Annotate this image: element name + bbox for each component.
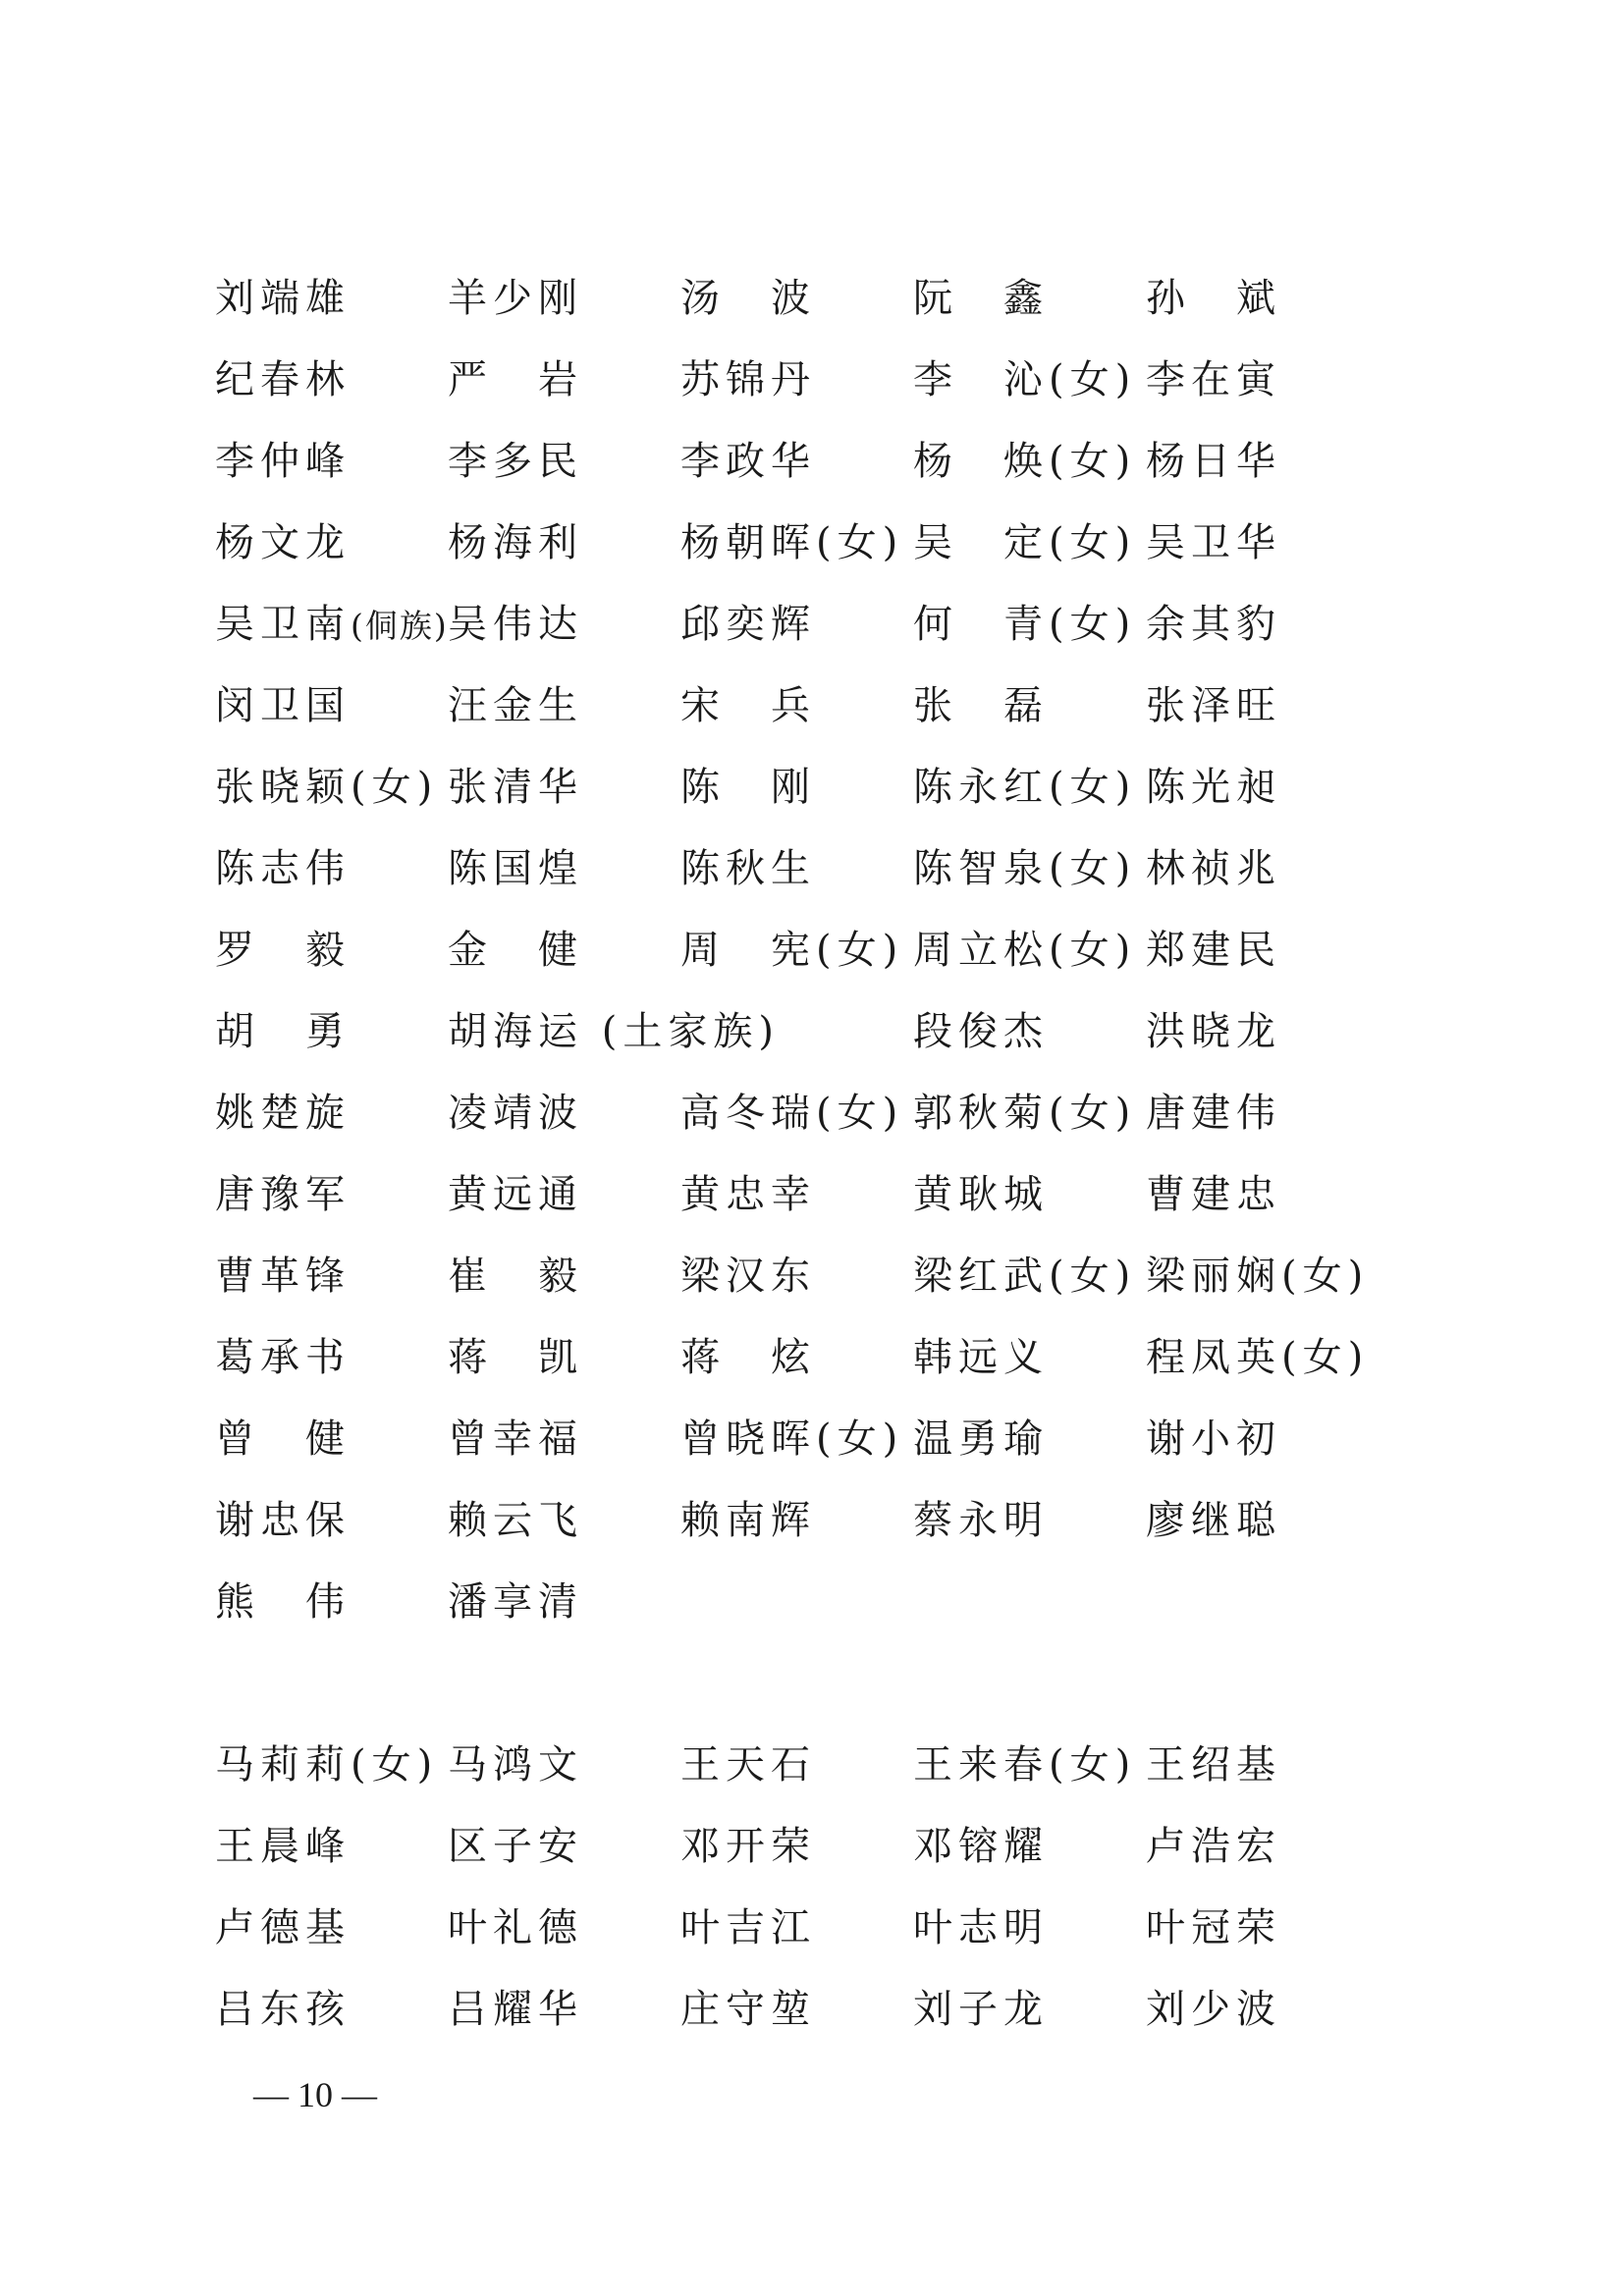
name-entry: 曾晓晖(女) (680, 1416, 904, 1462)
name-entry: 蒋 凯 (448, 1335, 583, 1380)
name-row (215, 350, 1433, 409)
name-entry: 余其豹 (1146, 602, 1281, 647)
name-entry: 黄远通 (448, 1172, 583, 1217)
name-entry: 闵卫国 (215, 683, 351, 728)
name-entry: 张泽旺 (1146, 683, 1281, 728)
name-entry: 汪金生 (448, 683, 583, 728)
name-entry: 吕耀华 (448, 1987, 583, 2032)
name-entry: 黄耿城 (913, 1172, 1049, 1217)
name-entry: 李在寅 (1146, 357, 1281, 402)
name-entry: 杨文龙 (215, 520, 351, 565)
name-entry: 杨朝晖(女) (680, 520, 904, 565)
name-entry: 梁丽娴(女) (1146, 1254, 1370, 1299)
name-entry: 唐建伟 (1146, 1091, 1281, 1136)
name-entry: 韩远义 (913, 1335, 1049, 1380)
name-entry: 严 岩 (448, 357, 583, 402)
name-row (215, 921, 1433, 980)
name-row (215, 1491, 1433, 1550)
name-entry: 李 沁(女) (913, 357, 1137, 402)
name-entry: 王晨峰 (215, 1824, 351, 1869)
name-entry: 谢忠保 (215, 1498, 351, 1543)
name-entry: 羊少刚 (448, 276, 583, 321)
name-row (215, 1410, 1433, 1468)
name-entry: 张清华 (448, 765, 583, 810)
name-row (215, 1002, 1433, 1061)
name-entry: 阮 鑫 (913, 276, 1049, 321)
name-entry: 王天石 (680, 1742, 816, 1788)
name-entry: 吴卫华 (1146, 520, 1281, 565)
name-entry: 吴 定(女) (913, 520, 1137, 565)
name-entry: 汤 波 (680, 276, 816, 321)
name-entry: 杨日华 (1146, 439, 1281, 484)
name-entry: 洪晓龙 (1146, 1009, 1281, 1054)
name-entry: 刘端雄 (215, 276, 351, 321)
name-entry: 马鸿文 (448, 1742, 583, 1788)
name-entry: 谢小初 (1146, 1416, 1281, 1462)
name-entry: 李多民 (448, 439, 583, 484)
name-entry: 唐豫军 (215, 1172, 351, 1217)
name-entry: 卢德基 (215, 1905, 351, 1950)
name-entry: 卢浩宏 (1146, 1824, 1281, 1869)
name-entry: 周立松(女) (913, 928, 1137, 973)
name-entry: 苏锦丹 (680, 357, 816, 402)
name-entry: 张晓颖(女) (215, 765, 439, 810)
name-entry: 陈 刚 (680, 765, 816, 810)
name-entry: 曾幸福 (448, 1416, 583, 1462)
name-entry: 陈国煌 (448, 846, 583, 891)
name-entry: 邓镕耀 (913, 1824, 1049, 1869)
name-entry: 吕东孩 (215, 1987, 351, 2032)
name-row (215, 1573, 1433, 1631)
name-entry: 叶冠荣 (1146, 1905, 1281, 1950)
name-entry: 刘少波 (1146, 1987, 1281, 2032)
name-entry: 程凤英(女) (1146, 1335, 1370, 1380)
name-entry: 孙 斌 (1146, 276, 1281, 321)
name-entry: 凌靖波 (448, 1091, 583, 1136)
name-entry: 曾 健 (215, 1416, 351, 1462)
name-row (215, 1165, 1433, 1224)
name-entry: 马莉莉(女) (215, 1742, 439, 1788)
name-entry: 杨 焕(女) (913, 439, 1137, 484)
name-entry: 林祯兆 (1146, 846, 1281, 891)
name-entry: 段俊杰 (913, 1009, 1049, 1054)
name-entry: 曹建忠 (1146, 1172, 1281, 1217)
name-entry: 姚楚旋 (215, 1091, 351, 1136)
name-entry: 宋 兵 (680, 683, 816, 728)
name-entry: 陈永红(女) (913, 765, 1137, 810)
page-number: — 10 — (253, 2075, 377, 2114)
name-entry: 胡海运 (土家族) (448, 1009, 780, 1054)
name-row (215, 1247, 1433, 1306)
name-entry: 陈光昶 (1146, 765, 1281, 810)
name-row (215, 595, 1433, 654)
name-entry: 胡 勇 (215, 1009, 351, 1054)
name-entry: 陈智泉(女) (913, 846, 1137, 891)
name-entry: 梁汉东 (680, 1254, 816, 1299)
name-entry (215, 595, 449, 656)
name-row (215, 513, 1433, 572)
name-entry: 陈秋生 (680, 846, 816, 891)
name-entry: 赖南辉 (680, 1498, 816, 1543)
name-entry: 吴伟达 (448, 602, 583, 647)
name-entry: 区子安 (448, 1824, 583, 1869)
name-entry: 邱奕辉 (680, 602, 816, 647)
name-row (215, 1084, 1433, 1143)
name-entry: 金 健 (448, 928, 583, 973)
name-entry: 王绍基 (1146, 1742, 1281, 1788)
name-entry: 高冬瑞(女) (680, 1091, 904, 1136)
name-row (215, 1898, 1433, 1957)
name-entry: 杨海利 (448, 520, 583, 565)
name-entry: 庄守堃 (680, 1987, 816, 2032)
name-entry: 叶志明 (913, 1905, 1049, 1950)
name-text: 吴卫南 (215, 602, 351, 647)
name-entry: 郭秋菊(女) (913, 1091, 1137, 1136)
name-entry: 崔 毅 (448, 1254, 583, 1299)
name-entry: 叶吉江 (680, 1905, 816, 1950)
name-row (215, 758, 1433, 817)
name-entry: 梁红武(女) (913, 1254, 1137, 1299)
name-entry: 蔡永明 (913, 1498, 1049, 1543)
name-row (215, 1328, 1433, 1387)
name-entry: 蒋 炫 (680, 1335, 816, 1380)
name-entry: 刘子龙 (913, 1987, 1049, 2032)
name-entry: 张 磊 (913, 683, 1049, 728)
name-entry: 李仲峰 (215, 439, 351, 484)
name-row (215, 269, 1433, 328)
name-entry: 郑建民 (1146, 928, 1281, 973)
name-entry: 曹革锋 (215, 1254, 351, 1299)
name-entry: 纪春林 (215, 357, 351, 402)
name-entry: 赖云飞 (448, 1498, 583, 1543)
name-row (215, 839, 1433, 898)
name-entry: 王来春(女) (913, 1742, 1137, 1788)
ethnic-note: (侗族) (351, 607, 449, 645)
name-row (215, 432, 1433, 491)
name-entry: 李政华 (680, 439, 816, 484)
name-entry: 叶礼德 (448, 1905, 583, 1950)
name-entry: 邓开荣 (680, 1824, 816, 1869)
name-entry: 周 宪(女) (680, 928, 904, 973)
name-row (215, 1817, 1433, 1876)
name-entry: 罗 毅 (215, 928, 351, 973)
name-row (215, 1980, 1433, 2039)
name-entry: 熊 伟 (215, 1579, 351, 1625)
name-row (215, 1735, 1433, 1794)
name-entry: 葛承书 (215, 1335, 351, 1380)
name-entry: 廖继聪 (1146, 1498, 1281, 1543)
name-entry: 黄忠幸 (680, 1172, 816, 1217)
name-entry: 温勇瑜 (913, 1416, 1049, 1462)
name-entry: 潘享清 (448, 1579, 583, 1625)
name-entry: 陈志伟 (215, 846, 351, 891)
name-entry: 何 青(女) (913, 602, 1137, 647)
name-row (215, 676, 1433, 735)
